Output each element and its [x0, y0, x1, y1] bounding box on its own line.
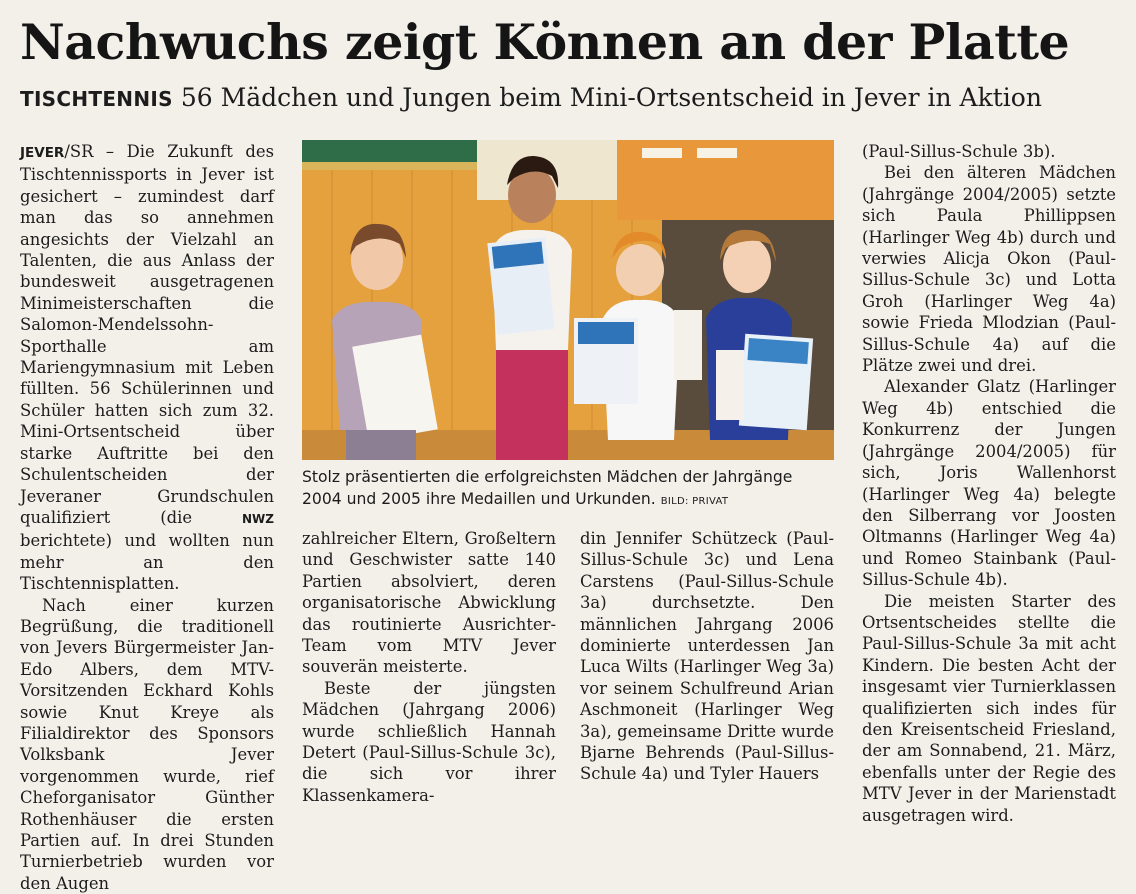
text: berichtete) und wollten nun mehr an den Tischtennisplatten. — [20, 531, 274, 594]
paragraph: zahlreicher Eltern, Großeltern und Geschwister satte 140 Partien absolviert, deren organisatorische Abwicklung das routinierte Ausrichter-Team vom MTV Jever souverän meisterte. — [302, 529, 556, 677]
paragraph — [20, 141, 274, 595]
headline: Nachwuchs zeigt Können an der Platte — [20, 13, 1070, 71]
dateline: JEVER — [20, 145, 65, 161]
article-photo — [302, 140, 834, 460]
paragraph: Nach einer kurzen Begrüßung, die traditionell von Jevers Bürgermeister Jan-Edo Albers, dem MTV-Vorsitzenden Eckhard Kohls sowie Knut Kreye als Filialdirektor des Sponsors Volksbank Jever vorgenommen wurde, rief Cheforganisator Günther Rothenhäuser die ersten Partien auf. In drei Stunden Turnierbetrieb wurden vor den Augen — [20, 595, 274, 893]
photo-illustration — [302, 140, 834, 460]
kicker: TISCHTENNIS — [20, 87, 173, 111]
column-2 — [302, 528, 556, 806]
paragraph: Bei den älteren Mädchen (Jahrgänge 2004/2005) setzte sich Paula Phillippsen (Harlinger Weg 4b) durch und verwies Alicja Okon (Paul-Sillus-Schule 3c) und Lotta Groh (Harlinger Weg 4a) sowie Frieda Mlodzian (Paul-Sillus-Schule 4a) auf die Plätze zwei und drei. — [862, 163, 1116, 376]
caption-text: Stolz präsentierten die erfolgreichsten Mädchen der Jahrgänge 2004 und 2005 ihre Medaillen und Urkunden. — [302, 468, 793, 508]
column-4 — [862, 141, 1116, 826]
author-tag: /SR – — [64, 142, 127, 161]
deck: 56 Mädchen und Jungen beim Mini-Ortsentscheid in Jever in Aktion — [180, 83, 1042, 112]
paragraph: Die meisten Starter des Ortsentscheides stellte die Paul-Sillus-Schule 3a mit acht Kindern. Die besten Acht der insgesamt vier Turnierklassen qualifizierten sich indes für den Kreisentscheid Friesland, der am Sonnabend, 21. März, ebenfalls unter der Regie des MTV Jever in der Marienstadt ausgetragen wird. — [862, 591, 1116, 825]
photo-caption — [302, 466, 836, 513]
subheadline — [20, 80, 1120, 119]
paragraph: din Jennifer Schützeck (Paul-Sillus-Schule 3c) und Lena Carstens (Paul-Sillus-Schule 3a) durchsetzte. Den männlichen Jahrgang 2006 dominierte unterdessen Jan Luca Wilts (Harlinger Weg 3a) vor seinem Schulfreund Arian Aschmoneit (Harlinger Weg 3a), gemeinsame Dritte wurde Bjarne Behrends (Paul-Sillus-Schule 4a) und Tyler Hauers — [580, 529, 834, 784]
text: Die Zukunft des Tischtennissports in Jever ist gesichert – zumindest darf man das so annehmen angesichts der Vielzahl an Talenten, die aus Anlass der bundesweit ausgetragenen Minimeisterschaften die Salomon-Mendelssohn-Sporthalle am Mariengymnasium mit Leben füllten. 56 Schülerinnen und Schüler hatten sich zum 32. Mini-Ortsentscheid über starke Auftritte bei den Schulentscheiden der Jeveraner Grundschulen qualifiziert (die — [20, 142, 274, 527]
photo-credit: BILD: PRIVAT — [660, 496, 729, 507]
paragraph: (Paul-Sillus-Schule 3b). — [862, 142, 1056, 161]
source-label: NWZ — [242, 511, 274, 526]
paragraph: Alexander Glatz (Harlinger Weg 4b) entschied die Konkurrenz der Jungen (Jahrgänge 2004/2005) für sich, Joris Wallenhorst (Harlinger Weg 4a) belegte den Silberrang vor Joosten Oltmanns (Harlinger Weg 4a) und Romeo Stainbank (Paul-Sillus-Schule 4b). — [862, 377, 1116, 590]
column-3 — [580, 528, 834, 785]
column-1 — [20, 141, 274, 894]
paragraph: Beste der jüngsten Mädchen (Jahrgang 2006) wurde schließlich Hannah Detert (Paul-Sillus-Schule 3c), die sich vor ihrer Klassenkamera- — [302, 678, 556, 805]
